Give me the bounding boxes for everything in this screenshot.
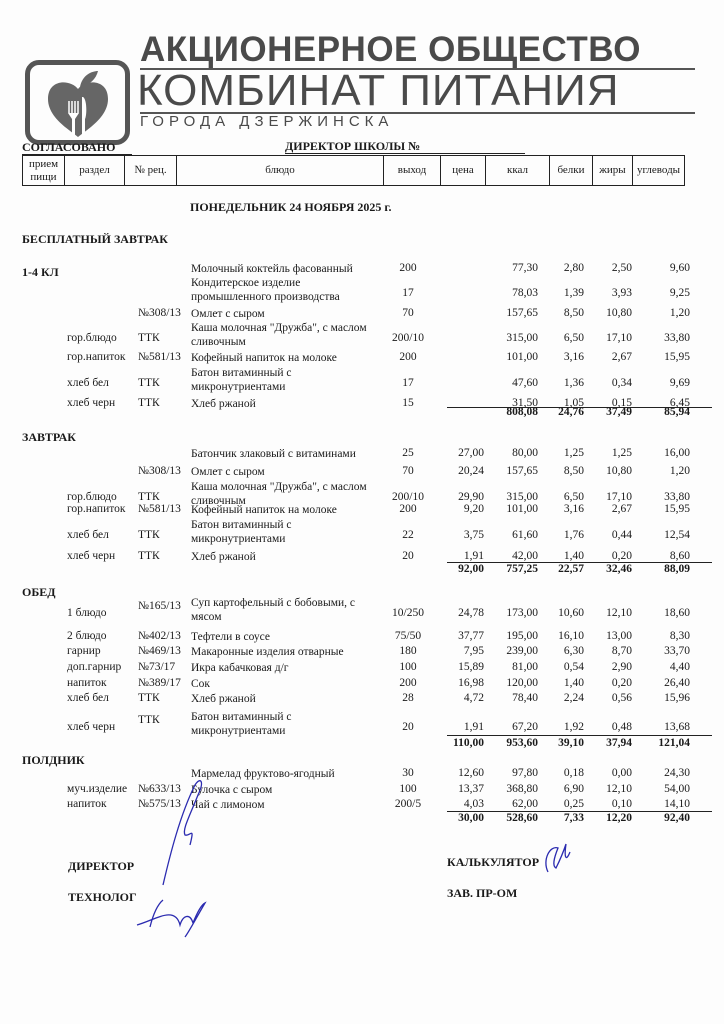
carbs-cell: 33,80 bbox=[664, 491, 690, 503]
output-cell: 200 bbox=[399, 677, 417, 689]
kcal-cell: 31,50 bbox=[512, 397, 538, 409]
recipe-no-cell: №575/13 bbox=[138, 798, 181, 810]
section-title-free-breakfast: БЕСПЛАТНЫЙ ЗАВТРАК bbox=[22, 232, 168, 246]
output-cell: 20 bbox=[402, 550, 414, 562]
fat-cell: 0,56 bbox=[611, 692, 632, 704]
price-cell: 24,78 bbox=[458, 607, 484, 619]
total-price-cell: 30,00 bbox=[458, 812, 484, 824]
section-cell: 1 блюдо bbox=[67, 607, 107, 619]
section-title-lunch: ОБЕД bbox=[22, 585, 56, 599]
price-cell: 12,60 bbox=[458, 767, 484, 779]
total-kcal-cell: 808,08 bbox=[506, 406, 538, 418]
dish-cell: Кофейный напиток на молоке bbox=[191, 352, 337, 364]
fat-cell: 0,15 bbox=[611, 397, 632, 409]
fat-cell: 10,80 bbox=[606, 307, 632, 319]
price-cell: 9,20 bbox=[463, 503, 484, 515]
fat-cell: 2,90 bbox=[611, 661, 632, 673]
protein-cell: 6,50 bbox=[563, 491, 584, 503]
price-cell: 37,77 bbox=[458, 630, 484, 642]
section-cell: 2 блюдо bbox=[67, 630, 107, 642]
output-cell: 200 bbox=[399, 351, 417, 363]
price-cell: 13,37 bbox=[458, 783, 484, 795]
total-kcal-cell: 528,60 bbox=[506, 812, 538, 824]
header-kcal: ккал bbox=[486, 156, 550, 186]
kcal-cell: 62,00 bbox=[512, 798, 538, 810]
recipe-no-cell: ТТК bbox=[138, 332, 160, 344]
company-logo bbox=[25, 60, 130, 145]
carbs-cell: 4,40 bbox=[669, 661, 690, 673]
carbs-cell: 33,70 bbox=[664, 645, 690, 657]
total-kcal-cell: 953,60 bbox=[506, 737, 538, 749]
carbs-cell: 12,54 bbox=[664, 529, 690, 541]
dish-cell: Булочка с сыром bbox=[191, 784, 273, 796]
dish-cell: Кофейный напиток на молоке bbox=[191, 504, 337, 516]
section-cell: хлеб черн bbox=[67, 721, 116, 733]
dish-cell: Молочный коктейль фасованный bbox=[191, 263, 353, 275]
section-title-snack: ПОЛДНИК bbox=[22, 753, 85, 767]
section-cell: гарнир bbox=[67, 645, 101, 657]
protein-cell: 1,40 bbox=[563, 550, 584, 562]
header-recipe-no: № рец. bbox=[125, 156, 177, 186]
fat-cell: 0,20 bbox=[611, 677, 632, 689]
protein-cell: 1,40 bbox=[563, 677, 584, 689]
output-cell: 180 bbox=[399, 645, 417, 657]
output-cell: 70 bbox=[402, 465, 414, 477]
output-cell: 17 bbox=[402, 287, 414, 299]
section-cell: хлеб бел bbox=[67, 377, 109, 389]
technologist-signature-label: ТЕХНОЛОГ bbox=[68, 890, 137, 904]
section-cell: доп.гарнир bbox=[67, 661, 122, 673]
total-fat-cell: 37,49 bbox=[606, 406, 632, 418]
recipe-no-cell: №402/13 bbox=[138, 630, 181, 642]
kcal-cell: 47,60 bbox=[512, 377, 538, 389]
protein-cell: 1,92 bbox=[563, 721, 584, 733]
protein-cell: 8,50 bbox=[563, 307, 584, 319]
recipe-no-cell: ТТК bbox=[138, 397, 160, 409]
kcal-cell: 101,00 bbox=[506, 503, 538, 515]
total-fat-cell: 37,94 bbox=[606, 737, 632, 749]
total-protein-cell: 24,76 bbox=[558, 406, 584, 418]
header-section: раздел bbox=[65, 156, 125, 186]
carbs-cell: 1,20 bbox=[669, 307, 690, 319]
fat-cell: 2,67 bbox=[611, 351, 632, 363]
output-cell: 22 bbox=[402, 529, 414, 541]
brand-line-2: КОМБИНАТ ПИТАНИЯ bbox=[137, 66, 620, 115]
carbs-cell: 18,60 bbox=[664, 607, 690, 619]
price-cell: 16,98 bbox=[458, 677, 484, 689]
carbs-cell: 6,45 bbox=[669, 397, 690, 409]
kcal-cell: 80,00 bbox=[512, 447, 538, 459]
dish-cell: Батон витаминный с микронутриентами bbox=[191, 367, 292, 393]
protein-cell: 6,50 bbox=[563, 332, 584, 344]
section-cell: хлеб бел bbox=[67, 529, 109, 541]
kcal-cell: 157,65 bbox=[506, 307, 538, 319]
section-cell: напиток bbox=[67, 677, 107, 689]
kcal-cell: 368,80 bbox=[506, 783, 538, 795]
protein-cell: 16,10 bbox=[558, 630, 584, 642]
recipe-no-cell: ТТК bbox=[138, 550, 160, 562]
total-fat-cell: 12,20 bbox=[606, 812, 632, 824]
recipe-no-cell: №165/13 bbox=[138, 600, 181, 612]
school-director-line bbox=[285, 153, 525, 154]
price-cell: 4,03 bbox=[463, 798, 484, 810]
carbs-cell: 8,30 bbox=[669, 630, 690, 642]
dish-cell: Мармелад фруктово-ягодный bbox=[191, 768, 335, 780]
total-carbs-cell: 85,94 bbox=[664, 406, 690, 418]
recipe-no-cell: №581/13 bbox=[138, 503, 181, 515]
total-fat-cell: 32,46 bbox=[606, 563, 632, 575]
kcal-cell: 78,03 bbox=[512, 287, 538, 299]
dish-cell: Хлеб ржаной bbox=[191, 693, 256, 705]
price-cell: 1,91 bbox=[463, 550, 484, 562]
recipe-no-cell: ТТК bbox=[138, 377, 160, 389]
total-price-cell: 92,00 bbox=[458, 563, 484, 575]
protein-cell: 8,50 bbox=[563, 465, 584, 477]
fat-cell: 10,80 bbox=[606, 465, 632, 477]
output-cell: 100 bbox=[399, 783, 417, 795]
dish-cell: Каша молочная "Дружба", с маслом сливочным bbox=[191, 322, 367, 348]
recipe-no-cell: №73/17 bbox=[138, 661, 176, 673]
kcal-cell: 315,00 bbox=[506, 491, 538, 503]
recipe-no-cell: №469/13 bbox=[138, 645, 181, 657]
total-carbs-cell: 121,04 bbox=[658, 737, 690, 749]
protein-cell: 1,76 bbox=[563, 529, 584, 541]
fat-cell: 0,10 bbox=[611, 798, 632, 810]
fat-cell: 2,50 bbox=[611, 262, 632, 274]
recipe-no-cell: №581/13 bbox=[138, 351, 181, 363]
protein-cell: 10,60 bbox=[558, 607, 584, 619]
output-cell: 10/250 bbox=[392, 607, 424, 619]
fat-cell: 12,10 bbox=[606, 607, 632, 619]
fat-cell: 17,10 bbox=[606, 332, 632, 344]
protein-cell: 0,54 bbox=[563, 661, 584, 673]
total-kcal-cell: 757,25 bbox=[506, 563, 538, 575]
agreed-label: СОГЛАСОВАНО bbox=[22, 140, 116, 154]
header-fat: жиры bbox=[593, 156, 633, 186]
carbs-cell: 15,96 bbox=[664, 692, 690, 704]
price-cell: 27,00 bbox=[458, 447, 484, 459]
total-protein-cell: 22,57 bbox=[558, 563, 584, 575]
fat-cell: 1,25 bbox=[611, 447, 632, 459]
dish-cell: Батончик злаковый с витаминами bbox=[191, 448, 356, 460]
section-cell: гор.блюдо bbox=[67, 491, 117, 503]
director-signature-icon bbox=[160, 775, 220, 890]
output-cell: 75/50 bbox=[394, 630, 422, 642]
protein-cell: 1,25 bbox=[563, 447, 584, 459]
output-cell: 200 bbox=[399, 503, 417, 515]
output-cell: 15 bbox=[402, 397, 414, 409]
carbs-cell: 13,68 bbox=[664, 721, 690, 733]
carbs-cell: 24,30 bbox=[664, 767, 690, 779]
kcal-cell: 157,65 bbox=[506, 465, 538, 477]
fat-cell: 13,00 bbox=[606, 630, 632, 642]
output-cell: 200 bbox=[399, 262, 417, 274]
calculator-signature-label: КАЛЬКУЛЯТОР bbox=[447, 855, 540, 869]
output-cell: 20 bbox=[402, 721, 414, 733]
recipe-no-cell: №308/13 bbox=[138, 465, 181, 477]
price-cell: 29,90 bbox=[458, 491, 484, 503]
fat-cell: 0,00 bbox=[611, 767, 632, 779]
dish-cell: Хлеб ржаной bbox=[191, 398, 256, 410]
protein-cell: 3,16 bbox=[563, 503, 584, 515]
section-cell: гор.блюдо bbox=[67, 332, 117, 344]
recipe-no-cell: ТТК bbox=[138, 692, 160, 704]
dish-cell: Омлет с сыром bbox=[191, 466, 265, 478]
carbs-cell: 33,80 bbox=[664, 332, 690, 344]
technologist-signature-icon bbox=[135, 895, 210, 940]
total-price-cell: 110,00 bbox=[453, 737, 484, 749]
kcal-cell: 81,00 bbox=[512, 661, 538, 673]
section-title-breakfast: ЗАВТРАК bbox=[22, 430, 77, 444]
dish-cell: Кондитерское изделие промышленного производства bbox=[191, 277, 340, 303]
output-cell: 17 bbox=[402, 377, 414, 389]
output-cell: 200/5 bbox=[394, 798, 422, 810]
dish-cell: Батон витаминный с микронутриентами bbox=[191, 519, 292, 545]
price-cell: 4,72 bbox=[463, 692, 484, 704]
total-protein-cell: 7,33 bbox=[563, 812, 584, 824]
carbs-cell: 15,95 bbox=[664, 351, 690, 363]
dish-cell: Суп картофельный с бобовыми, с мясом bbox=[191, 597, 355, 623]
dish-cell: Чай с лимоном bbox=[191, 799, 265, 811]
protein-cell: 1,05 bbox=[563, 397, 584, 409]
header-carbs: углеводы bbox=[633, 156, 685, 186]
carbs-cell: 26,40 bbox=[664, 677, 690, 689]
output-cell: 70 bbox=[402, 307, 414, 319]
school-director-label: ДИРЕКТОР ШКОЛЫ № bbox=[285, 139, 421, 153]
carbs-cell: 9,60 bbox=[669, 262, 690, 274]
carbs-cell: 14,10 bbox=[664, 798, 690, 810]
kcal-cell: 195,00 bbox=[506, 630, 538, 642]
fat-cell: 12,10 bbox=[606, 783, 632, 795]
output-cell: 25 bbox=[402, 447, 414, 459]
section-cell: хлеб черн bbox=[67, 397, 116, 409]
apple-heart-fork-logo-icon bbox=[40, 69, 115, 141]
carbs-cell: 9,69 bbox=[669, 377, 690, 389]
recipe-no-cell: ТТК bbox=[138, 491, 160, 503]
dish-cell: Сок bbox=[191, 678, 211, 690]
protein-cell: 6,90 bbox=[563, 783, 584, 795]
price-cell: 3,75 bbox=[463, 529, 484, 541]
section-cell: напиток bbox=[67, 798, 107, 810]
protein-cell: 1,39 bbox=[563, 287, 584, 299]
carbs-cell: 16,00 bbox=[664, 447, 690, 459]
protein-cell: 0,18 bbox=[563, 767, 584, 779]
total-protein-cell: 39,10 bbox=[558, 737, 584, 749]
date-title: ПОНЕДЕЛЬНИК 24 НОЯБРЯ 2025 г. bbox=[190, 200, 392, 214]
carbs-cell: 8,60 bbox=[669, 550, 690, 562]
kcal-cell: 101,00 bbox=[506, 351, 538, 363]
total-carbs-cell: 88,09 bbox=[664, 563, 690, 575]
kcal-cell: 173,00 bbox=[506, 607, 538, 619]
recipe-no-cell: ТТК bbox=[138, 529, 160, 541]
price-cell: 7,95 bbox=[463, 645, 484, 657]
kcal-cell: 97,80 bbox=[512, 767, 538, 779]
protein-cell: 6,30 bbox=[563, 645, 584, 657]
section-cell: муч.изделие bbox=[67, 783, 128, 795]
calculator-signature-icon bbox=[540, 840, 575, 875]
production-head-signature-label: ЗАВ. ПР-ОМ bbox=[447, 886, 518, 900]
output-cell: 200/10 bbox=[392, 332, 424, 344]
output-cell: 200/10 bbox=[392, 491, 424, 503]
price-cell: 1,91 bbox=[463, 721, 484, 733]
section-cell: хлеб черн bbox=[67, 550, 116, 562]
dish-cell: Тефтели в соусе bbox=[191, 631, 271, 643]
brand-line-3: ГОРОДА ДЗЕРЖИНСКА bbox=[140, 113, 394, 130]
protein-cell: 1,36 bbox=[563, 377, 584, 389]
fat-cell: 3,93 bbox=[611, 287, 632, 299]
fat-cell: 0,44 bbox=[611, 529, 632, 541]
group-label: 1-4 КЛ bbox=[22, 265, 59, 279]
fat-cell: 8,70 bbox=[611, 645, 632, 657]
recipe-no-cell: №308/13 bbox=[138, 307, 181, 319]
recipe-no-cell: №389/17 bbox=[138, 677, 181, 689]
fat-cell: 0,20 bbox=[611, 550, 632, 562]
director-signature-label: ДИРЕКТОР bbox=[68, 859, 135, 873]
fat-cell: 2,67 bbox=[611, 503, 632, 515]
carbs-cell: 15,95 bbox=[664, 503, 690, 515]
kcal-cell: 315,00 bbox=[506, 332, 538, 344]
protein-cell: 2,24 bbox=[563, 692, 584, 704]
output-cell: 30 bbox=[402, 767, 414, 779]
fat-cell: 0,34 bbox=[611, 377, 632, 389]
kcal-cell: 77,30 bbox=[512, 262, 538, 274]
kcal-cell: 120,00 bbox=[506, 677, 538, 689]
protein-cell: 3,16 bbox=[563, 351, 584, 363]
menu-header-table bbox=[22, 155, 685, 186]
output-cell: 100 bbox=[399, 661, 417, 673]
fat-cell: 17,10 bbox=[606, 491, 632, 503]
recipe-no-cell: №633/13 bbox=[138, 783, 181, 795]
carbs-cell: 54,00 bbox=[664, 783, 690, 795]
carbs-cell: 1,20 bbox=[669, 465, 690, 477]
output-cell: 28 bbox=[402, 692, 414, 704]
carbs-cell: 9,25 bbox=[669, 287, 690, 299]
dish-cell: Икра кабачковая д/г bbox=[191, 662, 289, 674]
header-output: выход bbox=[384, 156, 441, 186]
fat-cell: 0,48 bbox=[611, 721, 632, 733]
recipe-no-cell: ТТК bbox=[138, 714, 160, 726]
header-meal: прием пищи bbox=[23, 156, 65, 186]
total-divider bbox=[447, 735, 712, 736]
header-protein: белки bbox=[550, 156, 593, 186]
dish-cell: Каша молочная "Дружба", с маслом сливочным bbox=[191, 481, 367, 507]
dish-cell: Хлеб ржаной bbox=[191, 551, 256, 563]
kcal-cell: 239,00 bbox=[506, 645, 538, 657]
total-carbs-cell: 92,40 bbox=[664, 812, 690, 824]
section-cell: хлеб бел bbox=[67, 692, 109, 704]
kcal-cell: 78,40 bbox=[512, 692, 538, 704]
protein-cell: 2,80 bbox=[563, 262, 584, 274]
kcal-cell: 42,00 bbox=[512, 550, 538, 562]
dish-cell: Батон витаминный с микронутриентами bbox=[191, 711, 292, 737]
dish-cell: Макаронные изделия отварные bbox=[191, 646, 344, 658]
protein-cell: 0,25 bbox=[563, 798, 584, 810]
header-dish: блюдо bbox=[177, 156, 384, 186]
brand-line-1: АКЦИОНЕРНОЕ ОБЩЕСТВО bbox=[140, 30, 641, 69]
price-cell: 20,24 bbox=[458, 465, 484, 477]
kcal-cell: 61,60 bbox=[512, 529, 538, 541]
kcal-cell: 67,20 bbox=[512, 721, 538, 733]
header-price: цена bbox=[441, 156, 486, 186]
section-cell: гор.напиток bbox=[67, 503, 126, 515]
price-cell: 15,89 bbox=[458, 661, 484, 673]
section-cell: гор.напиток bbox=[67, 351, 126, 363]
dish-cell: Омлет с сыром bbox=[191, 308, 265, 320]
